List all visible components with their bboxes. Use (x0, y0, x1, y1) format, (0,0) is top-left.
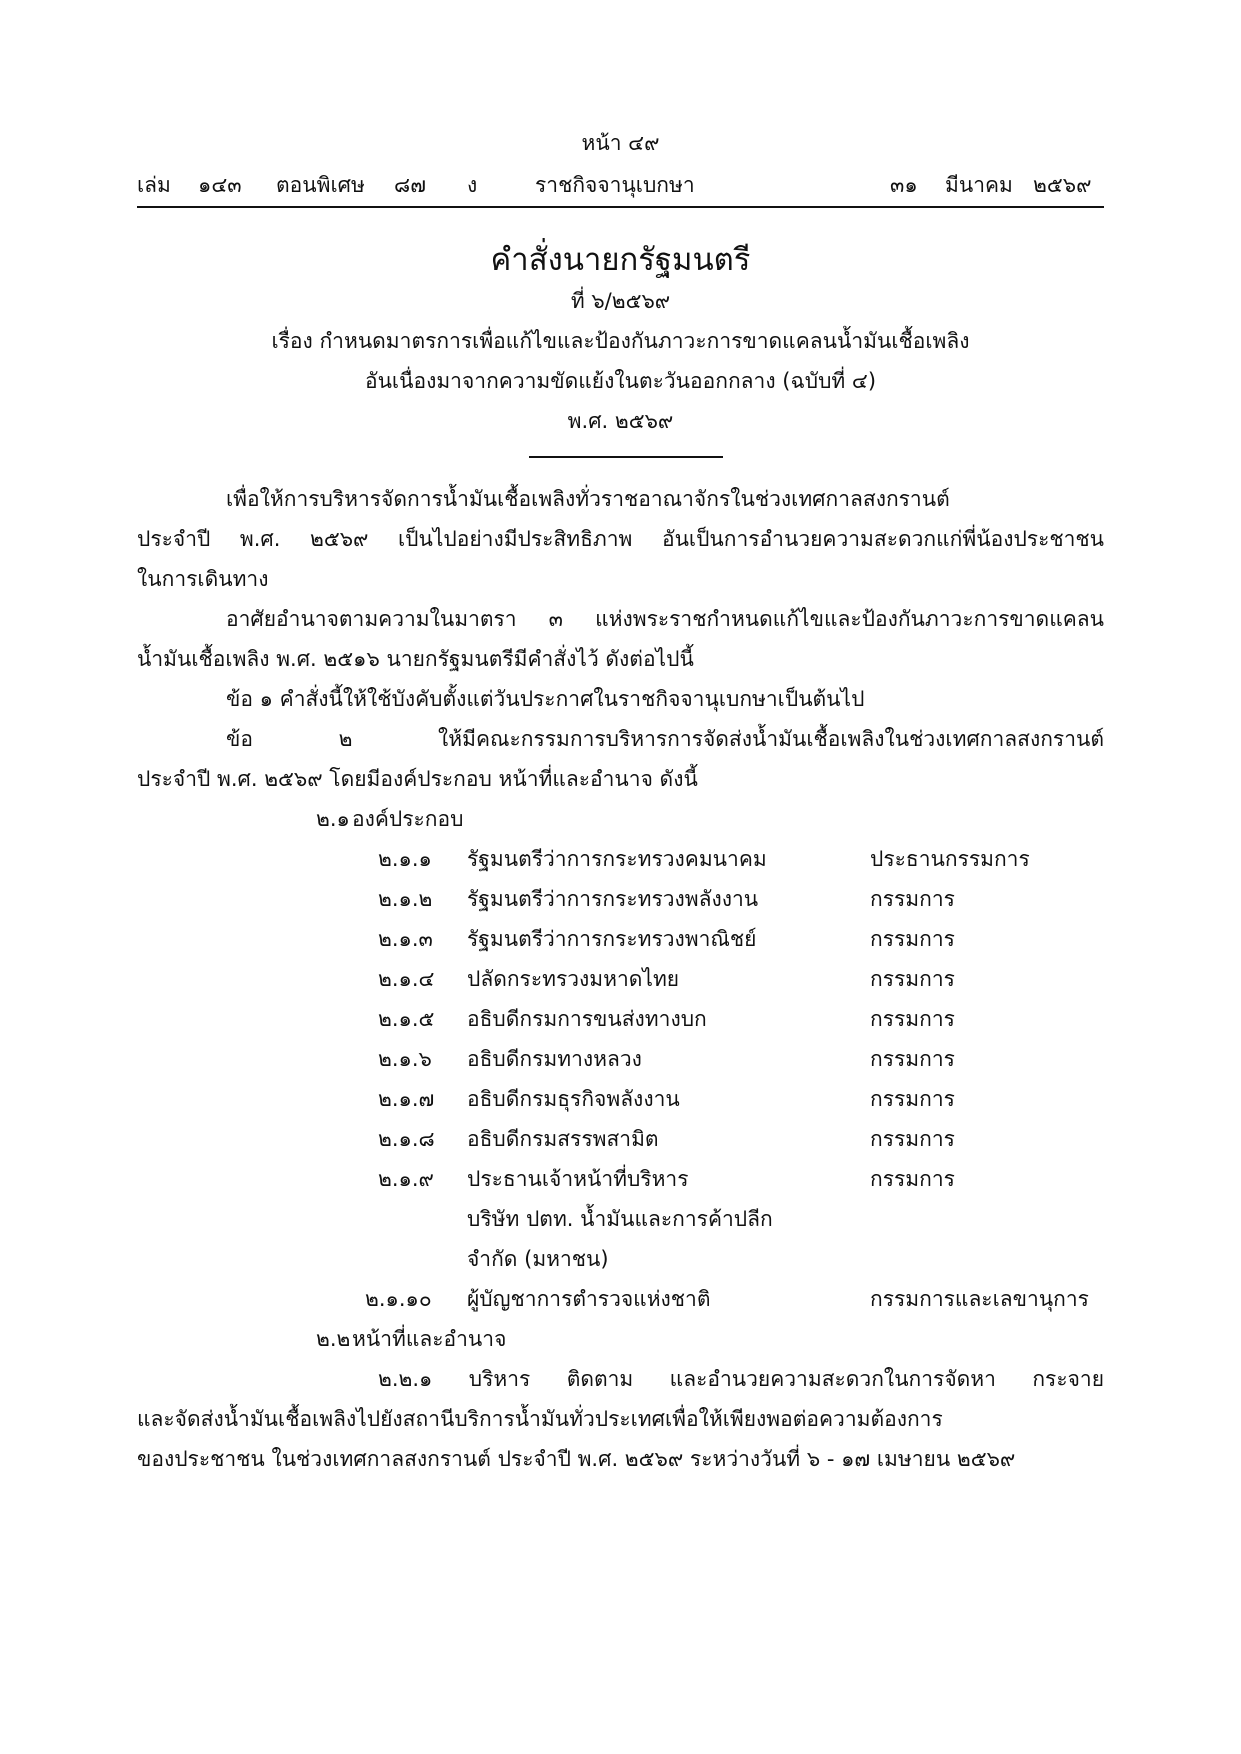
member-number: ๒.๑.๓ (378, 927, 433, 951)
date-day: ๓๑ (890, 173, 918, 197)
member-role: กรรมการและเลขานุการ (870, 1287, 1089, 1311)
member-number: ๒.๑.๑ (378, 847, 432, 871)
member-number: ๒.๑.๒ (378, 887, 433, 911)
paragraph-2-line-2: น้ำมันเชื้อเพลิง พ.ศ. ๒๕๑๖ นายกรัฐมนตรีมีคำสั่งไว้ ดังต่อไปนี้ (137, 647, 694, 671)
member-position: รัฐมนตรีว่าการกระทรวงพาณิชย์ (467, 927, 757, 951)
member-position: อธิบดีกรมธุรกิจพลังงาน (467, 1087, 680, 1111)
section-number: ๘๗ (394, 173, 426, 197)
member-number: ๒.๑.๔ (378, 967, 435, 991)
page-number: หน้า ๔๙ (581, 131, 660, 155)
clause-1: ข้อ ๑ คำสั่งนี้ให้ใช้บังคับตั้งแต่วันประกาศในราชกิจจานุเบกษาเป็นต้นไป (226, 687, 865, 711)
volume-number: ๑๔๓ (198, 173, 242, 197)
publication-name: ราชกิจจานุเบกษา (535, 173, 695, 197)
member-position-continued: จำกัด (มหาชน) (467, 1247, 609, 1271)
order-number: ที่ ๖/๒๕๖๙ (570, 289, 671, 313)
member-position: อธิบดีกรมทางหลวง (467, 1047, 642, 1071)
paragraph-1-line-1: เพื่อให้การบริหารจัดการน้ำมันเชื้อเพลิงทั่วราชอาณาจักรในช่วงเทศกาลสงกรานต์ (226, 487, 950, 511)
date-month: มีนาคม (945, 173, 1013, 197)
member-role: กรรมการ (870, 887, 955, 911)
duty-2-2-1-line-2: และจัดส่งน้ำมันเชื้อเพลิงไปยังสถานีบริการน้ำมันทั่วประเทศเพื่อให้เพียงพอต่อความต้องการ (137, 1407, 943, 1431)
date-year: ๒๕๖๙ (1033, 173, 1092, 197)
member-position: ปลัดกระทรวงมหาดไทย (467, 967, 680, 991)
member-position: อธิบดีกรมการขนส่งทางบก (467, 1007, 707, 1031)
member-number: ๒.๑.๑๐ (365, 1287, 432, 1311)
member-position: ประธานเจ้าหน้าที่บริหาร (467, 1167, 689, 1191)
section-label: ตอนพิเศษ (276, 173, 365, 197)
title-divider (529, 456, 723, 458)
header-rule (137, 206, 1104, 208)
section-2-1-title: องค์ประกอบ (352, 807, 464, 831)
member-position: รัฐมนตรีว่าการกระทรวงคมนาคม (467, 847, 767, 871)
section-2-2-number: ๒.๒ (316, 1327, 351, 1351)
member-role: กรรมการ (870, 927, 955, 951)
member-role: ประธานกรรมการ (870, 847, 1030, 871)
member-role: กรรมการ (870, 1167, 955, 1191)
clause-2-line-1: ข้อ ๒ ให้มีคณะกรรมการบริหารการจัดส่งน้ำมันเชื้อเพลิงในช่วงเทศกาลสงกรานต์ (226, 727, 1104, 751)
paragraph-1-line-2: ประจำปี พ.ศ. ๒๕๖๙ เป็นไปอย่างมีประสิทธิภาพ อันเป็นการอำนวยความสะดวกแก่พี่น้องประชาชน (137, 527, 1104, 551)
subject-line-2: อันเนื่องมาจากความขัดแย้งในตะวันออกกลาง (ฉบับที่ ๔) (364, 369, 877, 393)
member-number: ๒.๑.๙ (378, 1167, 434, 1191)
member-role: กรรมการ (870, 1007, 955, 1031)
document-year: พ.ศ. ๒๕๖๙ (567, 409, 674, 433)
duty-2-2-1-line-3: ของประชาชน ในช่วงเทศกาลสงกรานต์ ประจำปี พ.ศ. ๒๕๖๙ ระหว่างวันที่ ๖ - ๑๗ เมษายน ๒๕๖๙ (137, 1447, 1016, 1471)
section-letter: ง (467, 173, 478, 197)
member-number: ๒.๑.๖ (378, 1047, 432, 1071)
document-title: คำสั่งนายกรัฐมนตรี (490, 242, 751, 278)
paragraph-2-line-1: อาศัยอำนาจตามความในมาตรา ๓ แห่งพระราชกำหนดแก้ไขและป้องกันภาวะการขาดแคลน (226, 607, 1104, 631)
member-role: กรรมการ (870, 1087, 955, 1111)
member-position: ผู้บัญชาการตำรวจแห่งชาติ (467, 1287, 711, 1311)
section-2-2-title: หน้าที่และอำนาจ (352, 1327, 507, 1351)
member-number: ๒.๑.๕ (378, 1007, 435, 1031)
volume-label: เล่ม (137, 173, 171, 197)
member-role: กรรมการ (870, 1047, 955, 1071)
subject-line-1: เรื่อง กำหนดมาตรการเพื่อแก้ไขและป้องกันภาวะการขาดแคลนน้ำมันเชื้อเพลิง (271, 329, 970, 353)
member-position: รัฐมนตรีว่าการกระทรวงพลังงาน (467, 887, 759, 911)
member-number: ๒.๑.๘ (378, 1127, 435, 1151)
section-2-1-number: ๒.๑ (316, 807, 350, 831)
member-position: อธิบดีกรมสรรพสามิต (467, 1127, 659, 1151)
duty-2-2-1-line-1: ๒.๒.๑ บริหาร ติดตาม และอำนวยความสะดวกในการจัดหา กระจาย (378, 1367, 1104, 1391)
paragraph-1-line-3: ในการเดินทาง (137, 567, 269, 591)
clause-2-line-2: ประจำปี พ.ศ. ๒๕๖๙ โดยมีองค์ประกอบ หน้าที่และอำนาจ ดังนี้ (137, 767, 698, 791)
member-role: กรรมการ (870, 1127, 955, 1151)
member-role: กรรมการ (870, 967, 955, 991)
member-number: ๒.๑.๗ (378, 1087, 435, 1111)
member-position-continued: บริษัท ปตท. น้ำมันและการค้าปลีก (467, 1207, 773, 1231)
